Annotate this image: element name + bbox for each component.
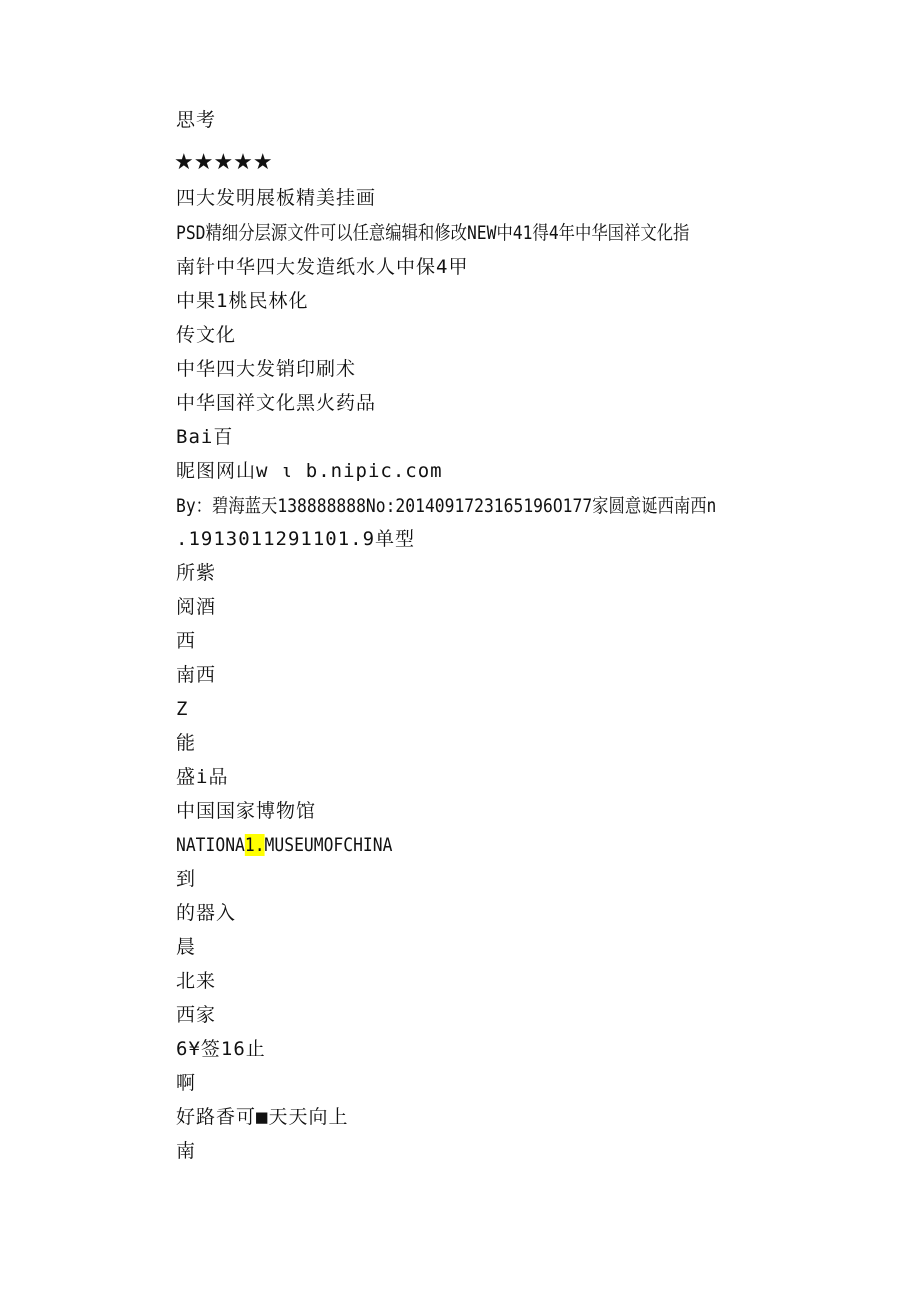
text-line: 啊 [176, 1072, 197, 1094]
heading-text: 思考 [176, 109, 217, 131]
text-line: PSD精细分层源文件可以任意编辑和修改NEW中41得4年中华国祥文化指 [176, 222, 690, 244]
text-line: 的器入 [176, 902, 237, 924]
text-line: 南 [176, 1140, 197, 1162]
text-line: 能 [176, 732, 197, 754]
star-rating: ★★★★★ [174, 150, 273, 175]
museum-name-part: MUSEUMOFCHINA [264, 834, 393, 856]
text-line: 南针中华四大发造纸水人中保4甲 [176, 256, 469, 278]
text-line: 中国国家博物馆 [176, 800, 317, 822]
text-line: 昵图网山w ι b.nipic.com [176, 460, 443, 482]
highlighted-text: 1. [244, 834, 265, 856]
text-line: 西 [176, 630, 197, 652]
text-line: 北来 [176, 970, 217, 992]
text-line: 传文化 [176, 324, 237, 346]
museum-name-part: NATIONA [176, 834, 245, 856]
text-line: 中果1桃民林化 [176, 290, 309, 312]
museum-english-name [176, 833, 392, 857]
text-line: 中华四大发销印刷术 [176, 358, 357, 380]
text-line: 晨 [176, 936, 197, 958]
text-line: 西家 [176, 1004, 217, 1026]
text-line: 好路香可■天天向上 [176, 1106, 349, 1128]
text-line: 中华国祥文化黑火药品 [176, 392, 377, 414]
text-line: Bai百 [176, 426, 234, 448]
text-line: 盛i品 [176, 766, 229, 788]
text-line: 阅酒 [176, 596, 217, 618]
text-line: Z [176, 698, 189, 720]
text-line: .1913011291101.9单型 [176, 528, 416, 550]
text-line: 所紫 [176, 562, 217, 584]
text-line: 四大发明展板精美挂画 [176, 187, 377, 209]
text-line: By：碧海蓝天138888888No:2014091723165196O177家圆意诞西南西n [176, 495, 717, 517]
text-line: 6¥签16止 [176, 1038, 266, 1060]
text-line: 南西 [176, 664, 217, 686]
text-line: 到 [176, 868, 197, 890]
